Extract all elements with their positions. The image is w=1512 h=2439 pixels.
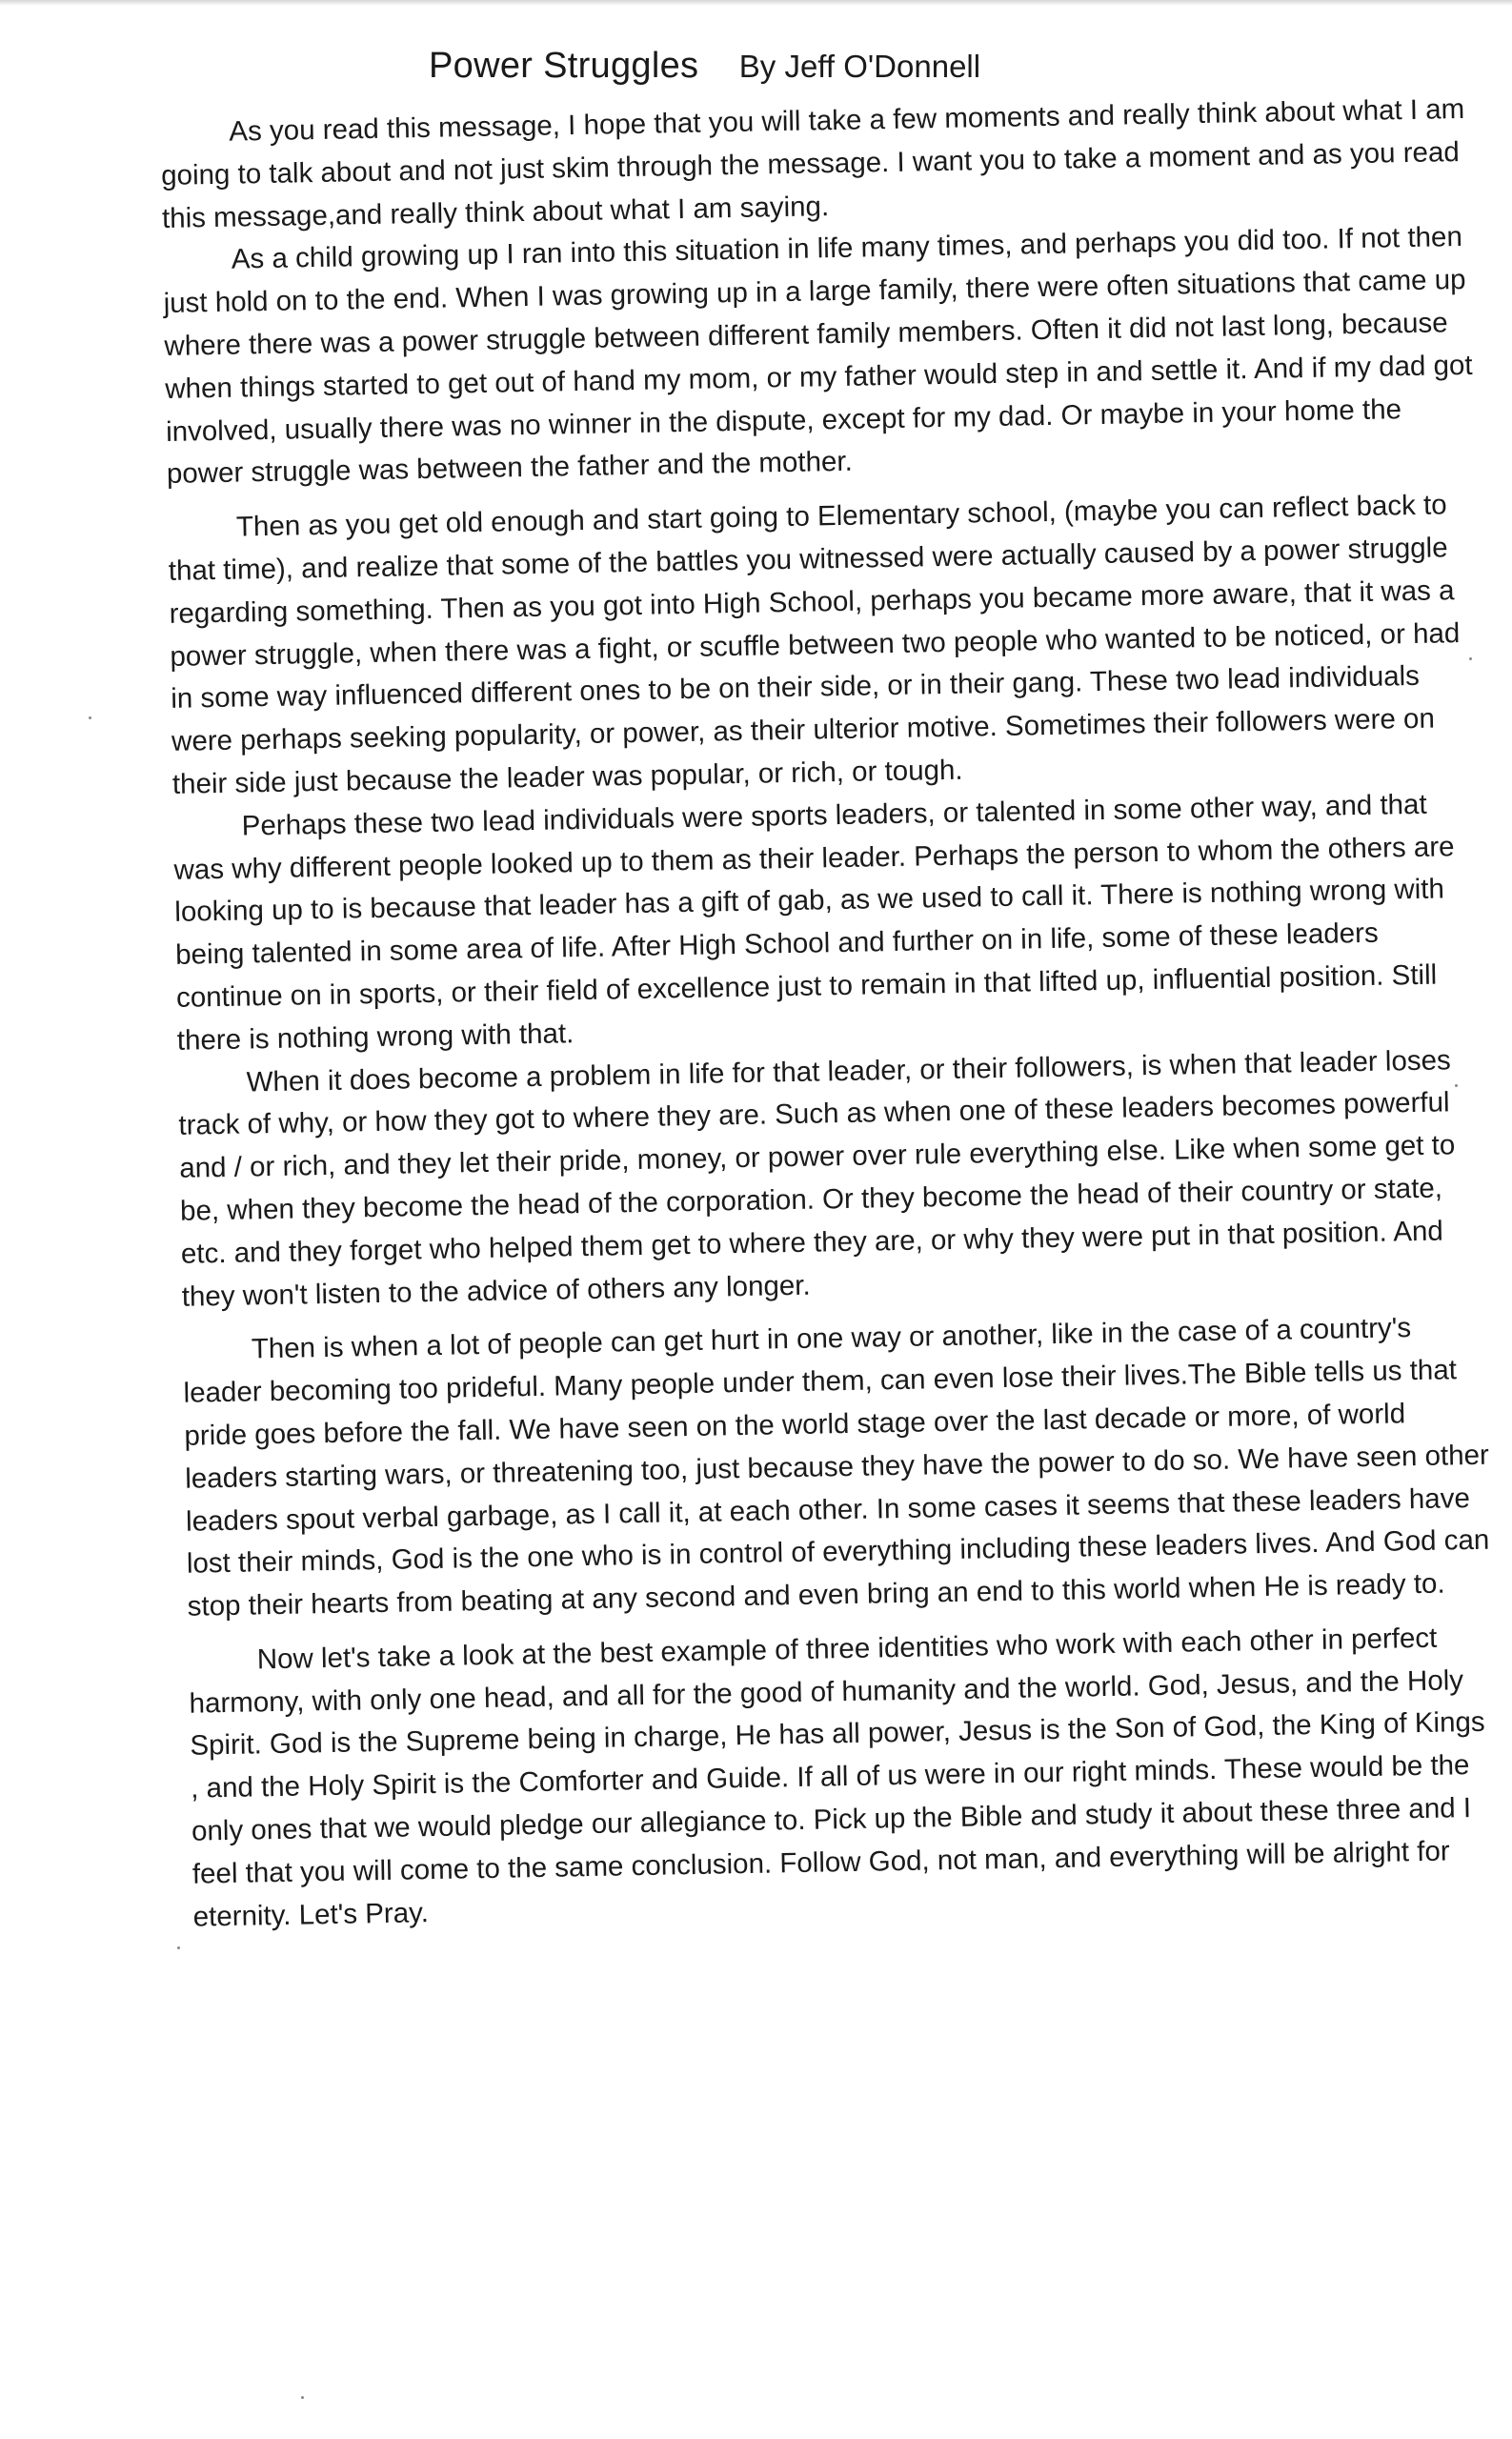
scan-speck (1469, 657, 1472, 660)
paragraph-school: Then as you get old enough and start going to Elementary school, (maybe you can reflect back to that time), and realize that some of the battles you witnessed were actually caused by a power struggle regarding something. Then as you got into High School, perhaps you became more aware, that it was a power struggle, when there was a fight, or scuffle between two people who wanted to be noticed, or had in some way influenced different ones to be on their side, or in their gang. These two lead individuals were perhaps seeking popularity, or power, as their ulterior motive. Sometimes their followers were on their side just because the leader was popular, or rich, or tough. (168, 489, 1461, 800)
paragraph-leaders: Perhaps these two lead individuals were sports leaders, or talented in some other way, and that was why different people looked up to them as their leader. Perhaps the person to whom the others are looking up to is because that leader has a gift of gab, as we used to call it. There is nothing wrong with being talented in some area of life. After High School and further on in life, some of these leaders continue on in sports, or their field of excellence just to remain in that lifted up, influential position. Still there is nothing wrong with that. (173, 788, 1455, 1057)
scan-edge-shadow (0, 0, 1512, 6)
scan-speck (1455, 1084, 1458, 1087)
document-heading (429, 46, 1210, 103)
paragraph-pride: Then is when a lot of people can get hurt in one way or another, like in the case of a country's leader becoming too prideful. Many people under them, can even lose their lives.The Bible tells us that pride goes before the fall. We have seen on the world stage over the last decade or more, of world leaders starting wars, or threatening too, just because they have the power to do so. We have seen other leaders spout verbal garbage, as I call it, at each other. In some cases it seems that these leaders have lost their minds, God is the one who is in control of everything including these leaders lives. And God can stop their hearts from beating at any second and even bring an end to this world when He is ready to. (183, 1312, 1490, 1623)
paragraph-intro: As you read this message, I hope that you will take a few moments and really think about what I am going to talk about and not just skim through the message. I want you to take a moment and as you read this message,and really think about what I am saying. (160, 92, 1465, 234)
paragraph-childhood: As a child growing up I ran into this situation in life many times, and perhaps you did too. If not then just hold on to the end. When I was growing up in a large family, there were often situations that came up where there was a power struggle between different family members. Often it did not last long, because when things started to get out of hand my mom, or my father would step in and settle it. And if my dad got involved, usually there was no winner in the dispute, except for my dad. Or maybe in your home the power struggle was between the father and the mother. (163, 221, 1473, 491)
document-body (160, 89, 1503, 1939)
paragraph-problem: When it does become a problem in life for that leader, or their followers, is when that leader loses track of why, or how they got to where they are. Such as when one of these leaders becomes powerful and / or rich, and they let their pride, money, or power over rule everything else. Like when some get to be, when they become the head of the corporation. Or they become the head of their country or state, etc. and they forget who helped them get to where they are, or why they were put in that position. And they won't listen to the advice of others any longer. (178, 1043, 1456, 1313)
paragraph-trinity: Now let's take a look at the best example of three identities who work with each other in perfect harmony, with only one head, and all for the good of humanity and the world. God, Jesus, and the Holy Spirit. God is the Supreme being in charge, He has all power, Jesus is the Son of God, the King of Kings , and the Holy Spirit is the Comforter and Guide. If all of us were in our right minds. These would be the only ones that we would pledge our allegiance to. Pick up the Bible and study it about these three and I feel that you will come to the same conclusion. Follow God, not man, and everything will be alright for eternity. Let's Pray. (189, 1622, 1485, 1933)
scan-speck (301, 2396, 304, 2399)
scan-speck (177, 1946, 180, 1949)
document-byline: By Jeff O'Donnell (738, 49, 981, 84)
document-title: Power Struggles (429, 46, 699, 86)
scan-speck (89, 716, 91, 719)
